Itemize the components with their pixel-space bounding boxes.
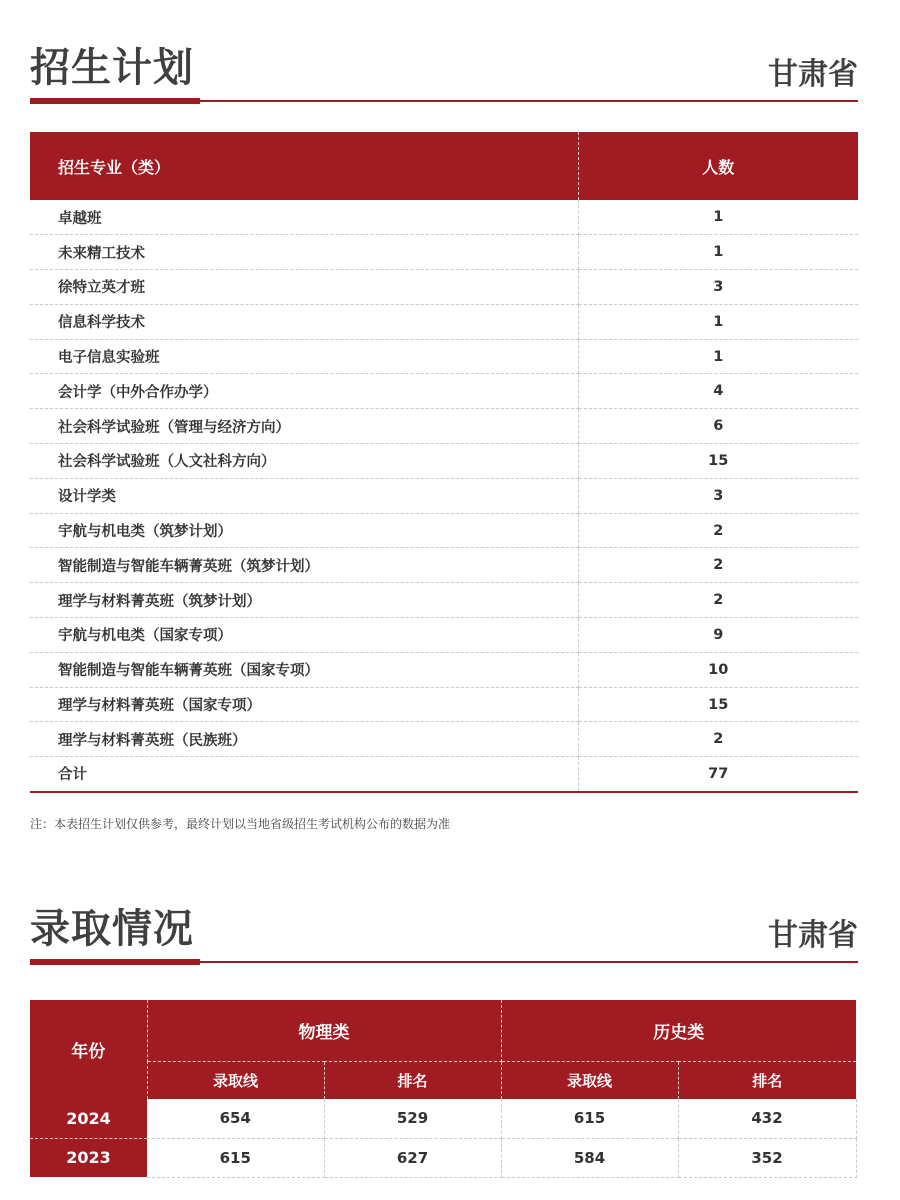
plan-count-cell: 1 [578,235,858,270]
admission-title-accent-bar [30,959,200,965]
plan-table-row [30,513,858,548]
plan-count-cell: 2 [578,548,858,583]
plan-count-cell: 2 [578,513,858,548]
admission-table-row [30,1138,856,1177]
plan-table-row [30,235,858,270]
plan-count-cell: 3 [578,478,858,513]
plan-table-row [30,583,858,618]
plan-header-count: 人数 [578,132,858,200]
admission-year-cell: 2024 [30,1099,147,1138]
plan-major-cell: 会计学（中外合作办学） [30,374,578,409]
admission-header-row-1 [30,1000,856,1061]
plan-table-row [30,722,858,757]
plan-table-row [30,548,858,583]
admission-physics-rank-cell: 627 [324,1138,501,1177]
plan-province-label: 甘肃省 [768,57,858,92]
admission-history-rank-cell: 352 [678,1138,856,1177]
plan-major-cell: 社会科学试验班（管理与经济方向） [30,409,578,444]
plan-table-row [30,374,858,409]
plan-major-cell: 智能制造与智能车辆菁英班（国家专项） [30,652,578,687]
admission-history-line-cell: 615 [501,1099,678,1138]
plan-table-header-row [30,132,858,200]
plan-table-row [30,444,858,479]
admission-physics-rank-cell: 529 [324,1099,501,1138]
plan-major-cell: 电子信息实验班 [30,339,578,374]
admission-physics-line-cell: 615 [147,1138,324,1177]
admission-table-row [30,1099,856,1138]
plan-header-major: 招生专业（类） [30,132,578,200]
plan-title-accent-bar [30,98,200,104]
plan-table-row [30,687,858,722]
plan-count-cell: 1 [578,339,858,374]
plan-section-title: 招生计划 [30,45,194,91]
plan-major-cell: 宇航与机电类（筑梦计划） [30,513,578,548]
plan-table-row [30,270,858,305]
plan-section-header [30,32,858,102]
admission-sub-history-rank: 排名 [678,1061,856,1099]
plan-count-cell: 6 [578,409,858,444]
admission-header-row-2 [30,1061,856,1099]
plan-major-cell: 卓越班 [30,200,578,235]
plan-footnote: 注：本表招生计划仅供参考，最终计划以当地省级招生考试机构公布的数据为准 [30,817,451,831]
admission-sub-physics-rank: 排名 [324,1061,501,1099]
plan-major-cell: 设计学类 [30,478,578,513]
admission-section-header [30,893,858,963]
plan-table-row [30,339,858,374]
plan-table-row [30,200,858,235]
admission-header-physics: 物理类 [147,1000,501,1061]
admission-history-rank-cell: 432 [678,1099,856,1138]
plan-count-cell: 15 [578,444,858,479]
plan-table-body [30,200,858,792]
admission-header-history: 历史类 [501,1000,856,1061]
plan-count-cell: 15 [578,687,858,722]
admission-year-cell: 2023 [30,1138,147,1177]
admission-sub-physics-line: 录取线 [147,1061,324,1099]
plan-major-cell: 宇航与机电类（国家专项） [30,618,578,653]
enrollment-plan-table [30,132,858,793]
plan-count-cell: 9 [578,618,858,653]
plan-table-row [30,304,858,339]
plan-count-cell: 1 [578,200,858,235]
plan-major-cell: 合计 [30,757,578,792]
plan-major-cell: 理学与材料菁英班（民族班） [30,722,578,757]
plan-count-cell: 10 [578,652,858,687]
plan-major-cell: 信息科学技术 [30,304,578,339]
plan-count-cell: 1 [578,304,858,339]
plan-count-cell: 77 [578,757,858,792]
plan-count-cell: 3 [578,270,858,305]
admission-sub-history-line: 录取线 [501,1061,678,1099]
plan-major-cell: 理学与材料菁英班（筑梦计划） [30,583,578,618]
admission-table-body [30,1099,856,1177]
plan-major-cell: 未来精工技术 [30,235,578,270]
plan-table-row [30,478,858,513]
plan-major-cell: 社会科学试验班（人文社科方向） [30,444,578,479]
admission-header-year: 年份 [30,1000,147,1099]
plan-count-cell: 4 [578,374,858,409]
plan-table-row [30,652,858,687]
plan-major-cell: 理学与材料菁英班（国家专项） [30,687,578,722]
plan-table-row [30,409,858,444]
plan-count-cell: 2 [578,583,858,618]
plan-table-row [30,618,858,653]
plan-table-row [30,757,858,792]
plan-count-cell: 2 [578,722,858,757]
admission-table [30,1000,857,1178]
admission-section-title: 录取情况 [30,906,194,952]
plan-major-cell: 智能制造与智能车辆菁英班（筑梦计划） [30,548,578,583]
admission-history-line-cell: 584 [501,1138,678,1177]
admission-province-label: 甘肃省 [768,918,858,953]
plan-major-cell: 徐特立英才班 [30,270,578,305]
admission-physics-line-cell: 654 [147,1099,324,1138]
